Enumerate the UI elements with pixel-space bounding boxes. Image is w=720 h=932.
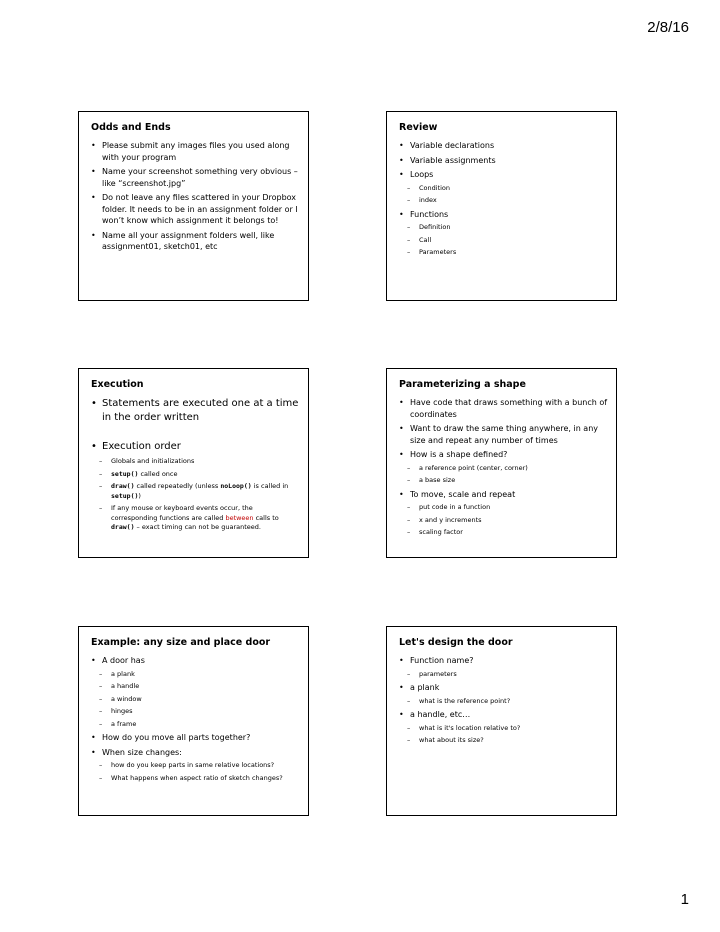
- bullet-list: [91, 397, 300, 536]
- bullet-list: [91, 140, 300, 256]
- code-text: draw(): [111, 482, 135, 490]
- sub-bullet-item: – Call: [399, 236, 608, 246]
- slide-title: Review: [399, 122, 438, 133]
- sub-bullet-item: [91, 470, 300, 480]
- bullet-item: • Variable declarations: [399, 140, 608, 152]
- code-text: setup(): [111, 469, 139, 478]
- sub-bullet-item: – a handle: [91, 682, 300, 692]
- text: ): [138, 491, 141, 500]
- sub-bullet-item: – Globals and initializations: [91, 457, 300, 467]
- code-text: setup(): [111, 491, 139, 500]
- sub-bullet-item: – x and y increments: [399, 516, 608, 526]
- header-date: 2/8/16: [647, 19, 689, 36]
- text: called repeatedly (unless: [134, 482, 221, 490]
- bullet-list: [399, 397, 608, 541]
- text: is called in: [251, 482, 289, 490]
- spacer: [91, 428, 300, 440]
- slide-execution: [78, 368, 309, 558]
- sub-bullet-item: – what is the reference point?: [399, 697, 608, 707]
- slide-title: Example: any size and place door: [91, 637, 271, 648]
- bullet-list: [399, 140, 608, 261]
- text: If any mouse or keyboard events occur, the corresponding functions are called: [111, 504, 253, 522]
- sub-bullet-item: [91, 504, 300, 533]
- sub-bullet-item: – what about its size?: [399, 736, 608, 746]
- sub-bullet-item: – Definition: [399, 223, 608, 233]
- slide-review: [386, 111, 617, 301]
- sub-bullet-item: – a plank: [91, 670, 300, 680]
- bullet-item: • How do you move all parts together?: [91, 732, 300, 744]
- sub-bullet-item: – What happens when aspect ratio of sketch changes?: [91, 774, 300, 784]
- slide-title: Let's design the door: [399, 637, 513, 648]
- bullet-item: • Please submit any images files you used along with your program: [91, 140, 300, 163]
- slide-title: Odds and Ends: [91, 122, 171, 133]
- sub-bullet-item: – how do you keep parts in same relative locations?: [91, 761, 300, 771]
- highlight-text: between: [225, 513, 254, 522]
- bullet-list: [91, 655, 300, 786]
- text: calls to: [253, 513, 279, 522]
- bullet-item: • Loops: [399, 169, 608, 181]
- bullet-item: • Functions: [399, 209, 608, 221]
- sub-bullet-item: – index: [399, 196, 608, 206]
- slide-design-the-door: [386, 626, 617, 816]
- sub-bullet-item: – scaling factor: [399, 528, 608, 538]
- sub-bullet-item: – a window: [91, 695, 300, 705]
- bullet-item: • When size changes:: [91, 747, 300, 759]
- bullet-item: • a plank: [399, 682, 608, 694]
- text: – exact timing can not be guaranteed.: [134, 523, 261, 531]
- sub-bullet-item: – hinges: [91, 707, 300, 717]
- bullet-item: • Function name?: [399, 655, 608, 667]
- bullet-item: • Execution order: [91, 440, 300, 454]
- sub-bullet-item: – Parameters: [399, 248, 608, 258]
- bullet-item: • To move, scale and repeat: [399, 489, 608, 501]
- text: called once: [138, 469, 178, 478]
- slide-example-door: [78, 626, 309, 816]
- bullet-list: [399, 655, 608, 749]
- code-text: draw(): [111, 523, 135, 531]
- sub-bullet-item: – a base size: [399, 476, 608, 486]
- sub-bullet-item: – parameters: [399, 670, 608, 680]
- sub-bullet-item: – Condition: [399, 184, 608, 194]
- sub-bullet-item: – what is it's location relative to?: [399, 724, 608, 734]
- bullet-item: • Statements are executed one at a time in the order written: [91, 397, 300, 425]
- bullet-item: • How is a shape defined?: [399, 449, 608, 461]
- sub-bullet-item: [91, 482, 300, 501]
- slide-parameterizing-a-shape: [386, 368, 617, 558]
- bullet-item: • A door has: [91, 655, 300, 667]
- sub-bullet-item: – a reference point (center, corner): [399, 464, 608, 474]
- bullet-item: • a handle, etc…: [399, 709, 608, 721]
- slide-odds-and-ends: [78, 111, 309, 301]
- slide-title: Execution: [91, 379, 144, 390]
- bullet-item: • Have code that draws something with a bunch of coordinates: [399, 397, 608, 420]
- bullet-item: • Do not leave any files scattered in your Dropbox folder. It needs to be in an assignment folder or I won’t know which assignment it belongs to!: [91, 192, 300, 227]
- page-number: 1: [680, 891, 689, 908]
- bullet-item: • Name your screenshot something very obvious – like “screenshot.jpg”: [91, 166, 300, 189]
- bullet-item: • Want to draw the same thing anywhere, in any size and repeat any number of times: [399, 423, 608, 446]
- code-text: noLoop(): [220, 482, 252, 490]
- bullet-item: • Name all your assignment folders well, like assignment01, sketch01, etc: [91, 230, 300, 253]
- sub-bullet-item: – put code in a function: [399, 503, 608, 513]
- sub-bullet-item: – a frame: [91, 720, 300, 730]
- slide-title: Parameterizing a shape: [399, 379, 526, 390]
- bullet-item: • Variable assignments: [399, 155, 608, 167]
